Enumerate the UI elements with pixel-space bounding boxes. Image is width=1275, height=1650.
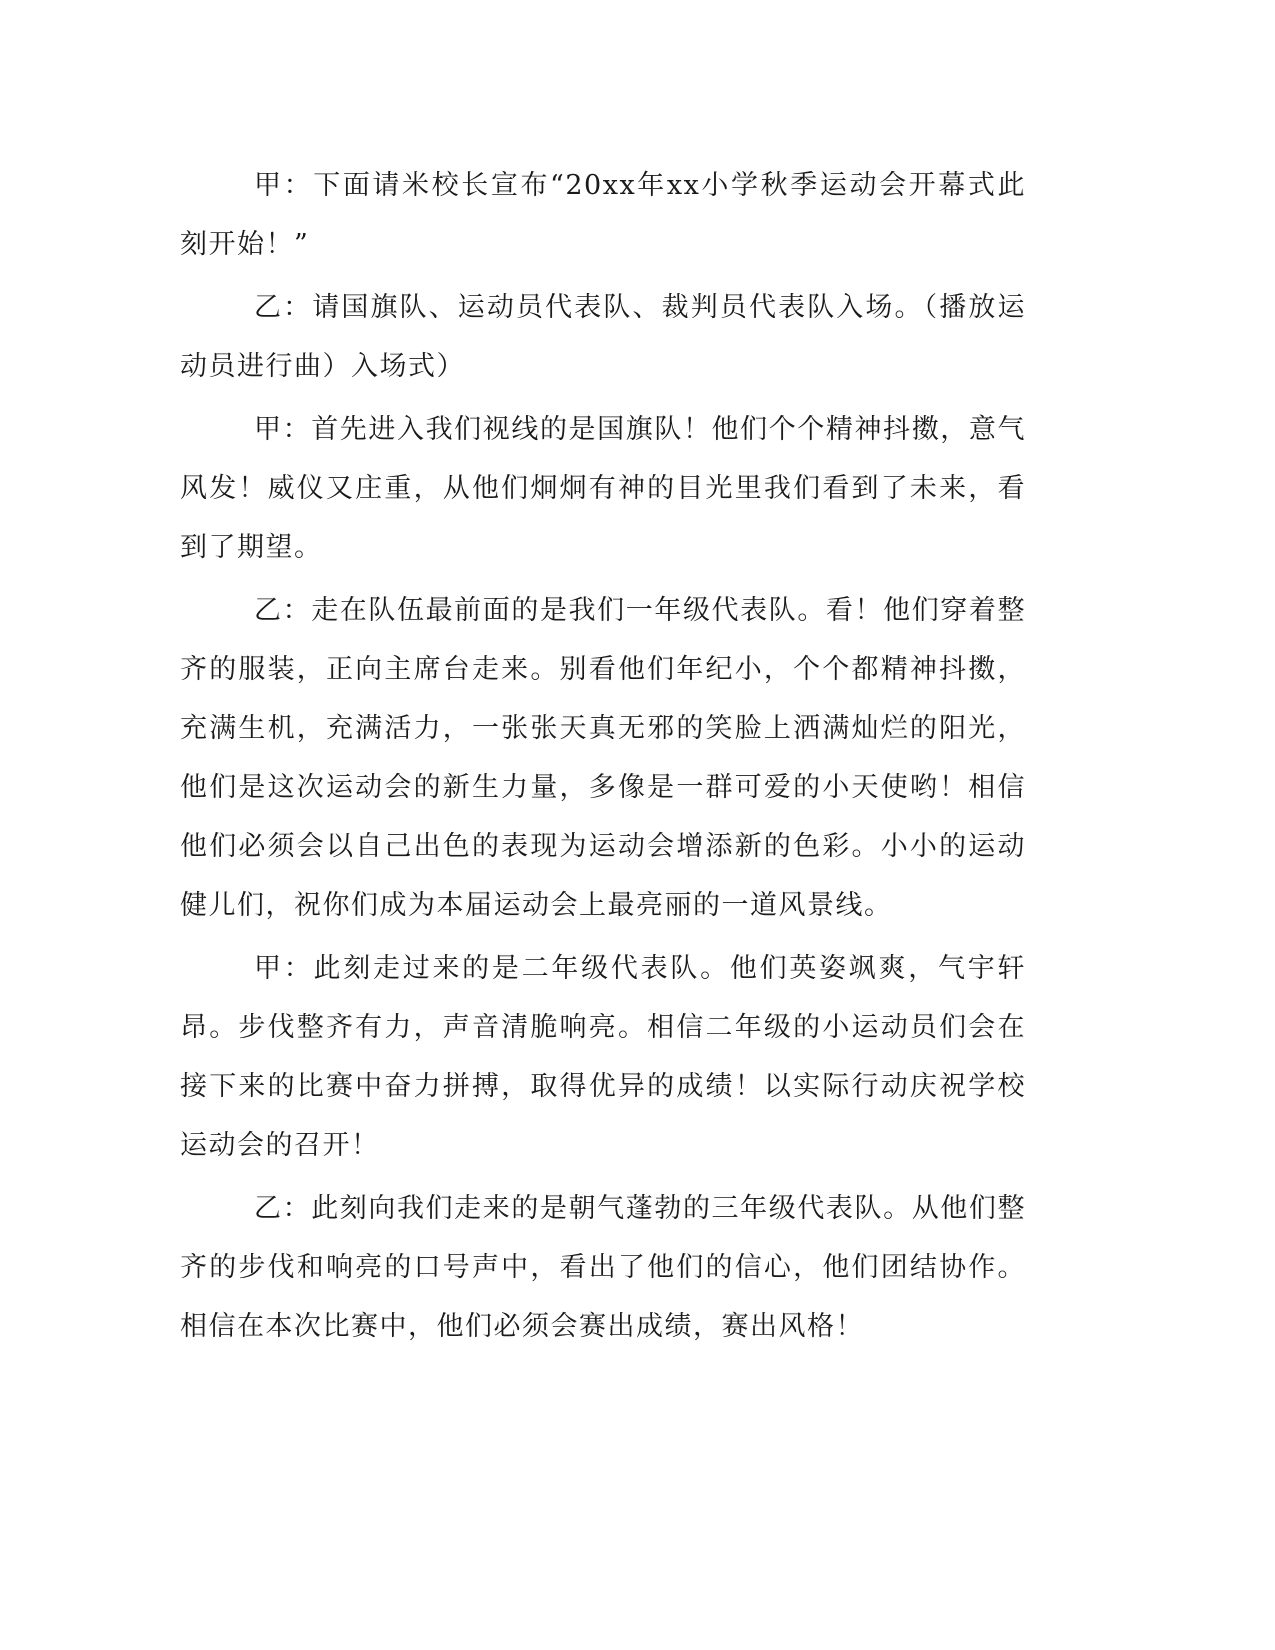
paragraph-3: 甲：首先进入我们视线的是国旗队！他们个个精神抖擞，意气风发！威仪又庄重，从他们炯炯有神的目光里我们看到了未来，看到了期望。 [180,414,1026,563]
paragraph-1: 甲：下面请米校长宣布“20xx年xx小学秋季运动会开幕式此刻开始！” [180,170,1026,260]
paragraph-2: 乙：请国旗队、运动员代表队、裁判员代表队入场。（播放运动员进行曲）入场式） [180,292,1026,382]
paragraph-5: 甲：此刻走过来的是二年级代表队。他们英姿飒爽，气宇轩昂。步伐整齐有力，声音清脆响亮。相信二年级的小运动员们会在接下来的比赛中奋力拼搏，取得优异的成绩！以实际行动庆祝学校运动会的召开！ [180,953,1026,1161]
document-body [180,156,1026,1360]
paragraph-4: 乙：走在队伍最前面的是我们一年级代表队。看！他们穿着整齐的服装，正向主席台走来。别看他们年纪小，个个都精神抖擞，充满生机，充满活力，一张张天真无邪的笑脸上洒满灿烂的阳光，他们是这次运动会的新生力量，多像是一群可爱的小天使哟！相信他们必须会以自己出色的表现为运动会增添新的色彩。小小的运动健儿们，祝你们成为本届运动会上最亮丽的一道风景线。 [180,595,1026,921]
paragraph-6: 乙：此刻向我们走来的是朝气蓬勃的三年级代表队。从他们整齐的步伐和响亮的口号声中，看出了他们的信心，他们团结协作。相信在本次比赛中，他们必须会赛出成绩，赛出风格！ [180,1193,1026,1342]
